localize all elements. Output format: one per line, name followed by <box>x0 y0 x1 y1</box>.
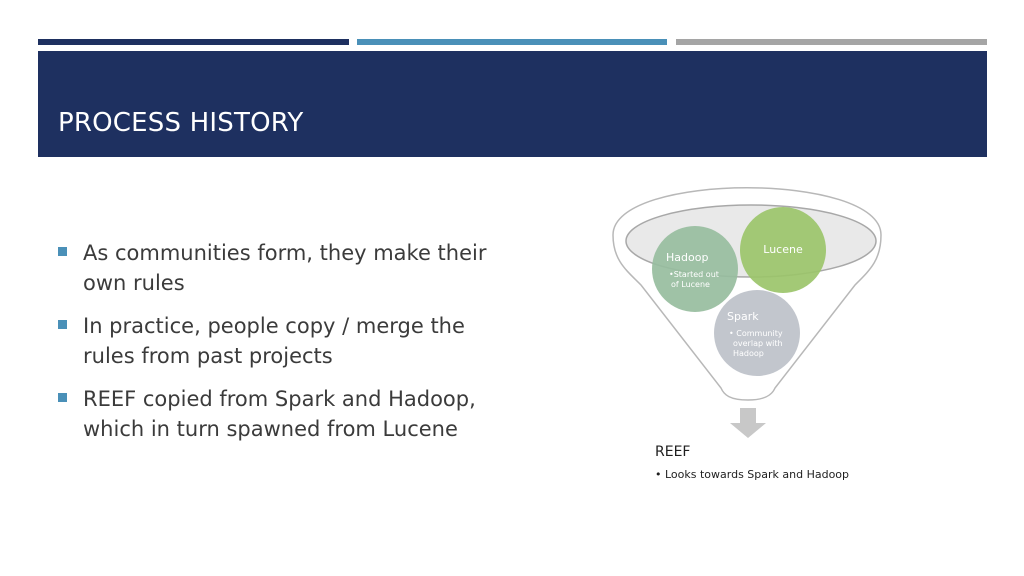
down-arrow-icon <box>730 408 766 438</box>
output-label: REEF <box>655 444 691 460</box>
hadoop-note-line-2: of Lucene <box>671 280 710 289</box>
spark-note-line-1: • Community <box>729 329 783 338</box>
spark-note-line-2: overlap with <box>733 339 783 348</box>
bullet-item: As communities form, they make their own rules <box>57 238 497 298</box>
bullet-item: REEF copied from Spark and Hadoop, which in turn spawned from Lucene <box>57 384 497 444</box>
hadoop-circle <box>652 226 738 312</box>
spark-note-line-3: Hadoop <box>733 349 764 358</box>
page-title: PROCESS HISTORY <box>58 108 304 138</box>
hadoop-note-line-1: •Started out <box>669 270 719 279</box>
spark-label: Spark <box>727 310 759 323</box>
output-note: • Looks towards Spark and Hadoop <box>655 468 850 481</box>
hadoop-label: Hadoop <box>666 251 709 264</box>
lucene-label: Lucene <box>763 243 803 256</box>
bullet-item: In practice, people copy / merge the rules from past projects <box>57 311 497 371</box>
